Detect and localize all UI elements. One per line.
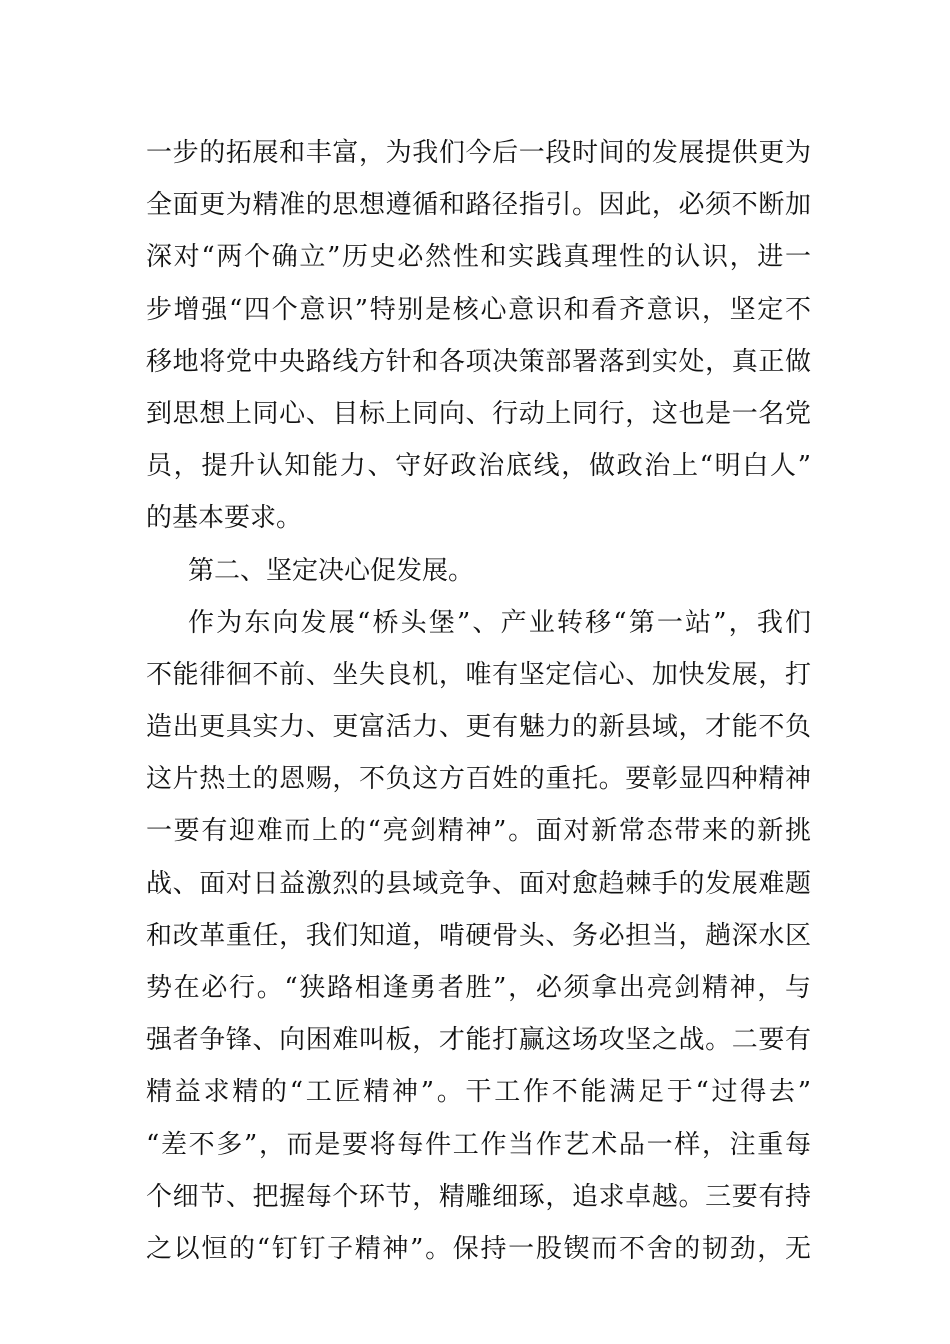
text-line: 这片热土的恩赐，不负这方百姓的重托。要彰显四种精神: [146, 764, 811, 795]
text-line: 势在必行。“狭路相逢勇者胜”，必须拿出亮剑精神，与: [146, 973, 811, 1003]
text-line: 战、面对日益激烈的县域竞争、面对愈趋棘手的发展难题: [146, 868, 811, 899]
text-line: 和改革重任，我们知道，啃硬骨头、务必担当，趟深水区: [146, 920, 811, 951]
text-line: 的基本要求。: [146, 503, 303, 534]
text-line: 全面更为精准的思想遵循和路径指引。因此，必须不断加: [146, 190, 811, 221]
text-line: 一要有迎难而上的“亮剑精神”。面对新常态带来的新挑: [146, 816, 811, 847]
text-line: 个细节、把握每个环节，精雕细琢，追求卓越。三要有持: [146, 1181, 811, 1212]
text-line: 深对“两个确立”历史必然性和实践真理性的认识，进一: [146, 242, 811, 273]
text-line: 员，提升认知能力、守好政治底线，做政治上“明白人”: [146, 451, 811, 482]
text-line: 作为东向发展“桥头堡”、产业转移“第一站”，我们: [188, 607, 811, 638]
text-line: 到思想上同心、目标上同向、行动上同行，这也是一名党: [146, 398, 811, 429]
text-line: 精益求精的“工匠精神”。干工作不能满足于“过得去”: [146, 1077, 811, 1108]
text-line: 一步的拓展和丰富，为我们今后一段时间的发展提供更为: [146, 138, 811, 168]
text-line: 造出更具实力、更富活力、更有魅力的新县域，才能不负: [146, 712, 811, 743]
text-line: “差不多”，而是要将每件工作当作艺术品一样，注重每: [146, 1129, 811, 1160]
text-line: 不能徘徊不前、坐失良机，唯有坚定信心、加快发展，打: [146, 659, 811, 690]
text-line: 强者争锋、向困难叫板，才能打赢这场攻坚之战。二要有: [146, 1025, 811, 1056]
body-text: [146, 127, 811, 1275]
text-line: 步增强“四个意识”特别是核心意识和看齐意识，坚定不: [146, 294, 811, 325]
text-line: 移地将党中央路线方针和各项决策部署落到实处，真正做: [146, 346, 811, 377]
text-line: 之以恒的“钉钉子精神”。保持一股锲而不舍的韧劲，无: [146, 1233, 811, 1264]
section-heading: 第二、坚定决心促发展。: [188, 555, 475, 586]
